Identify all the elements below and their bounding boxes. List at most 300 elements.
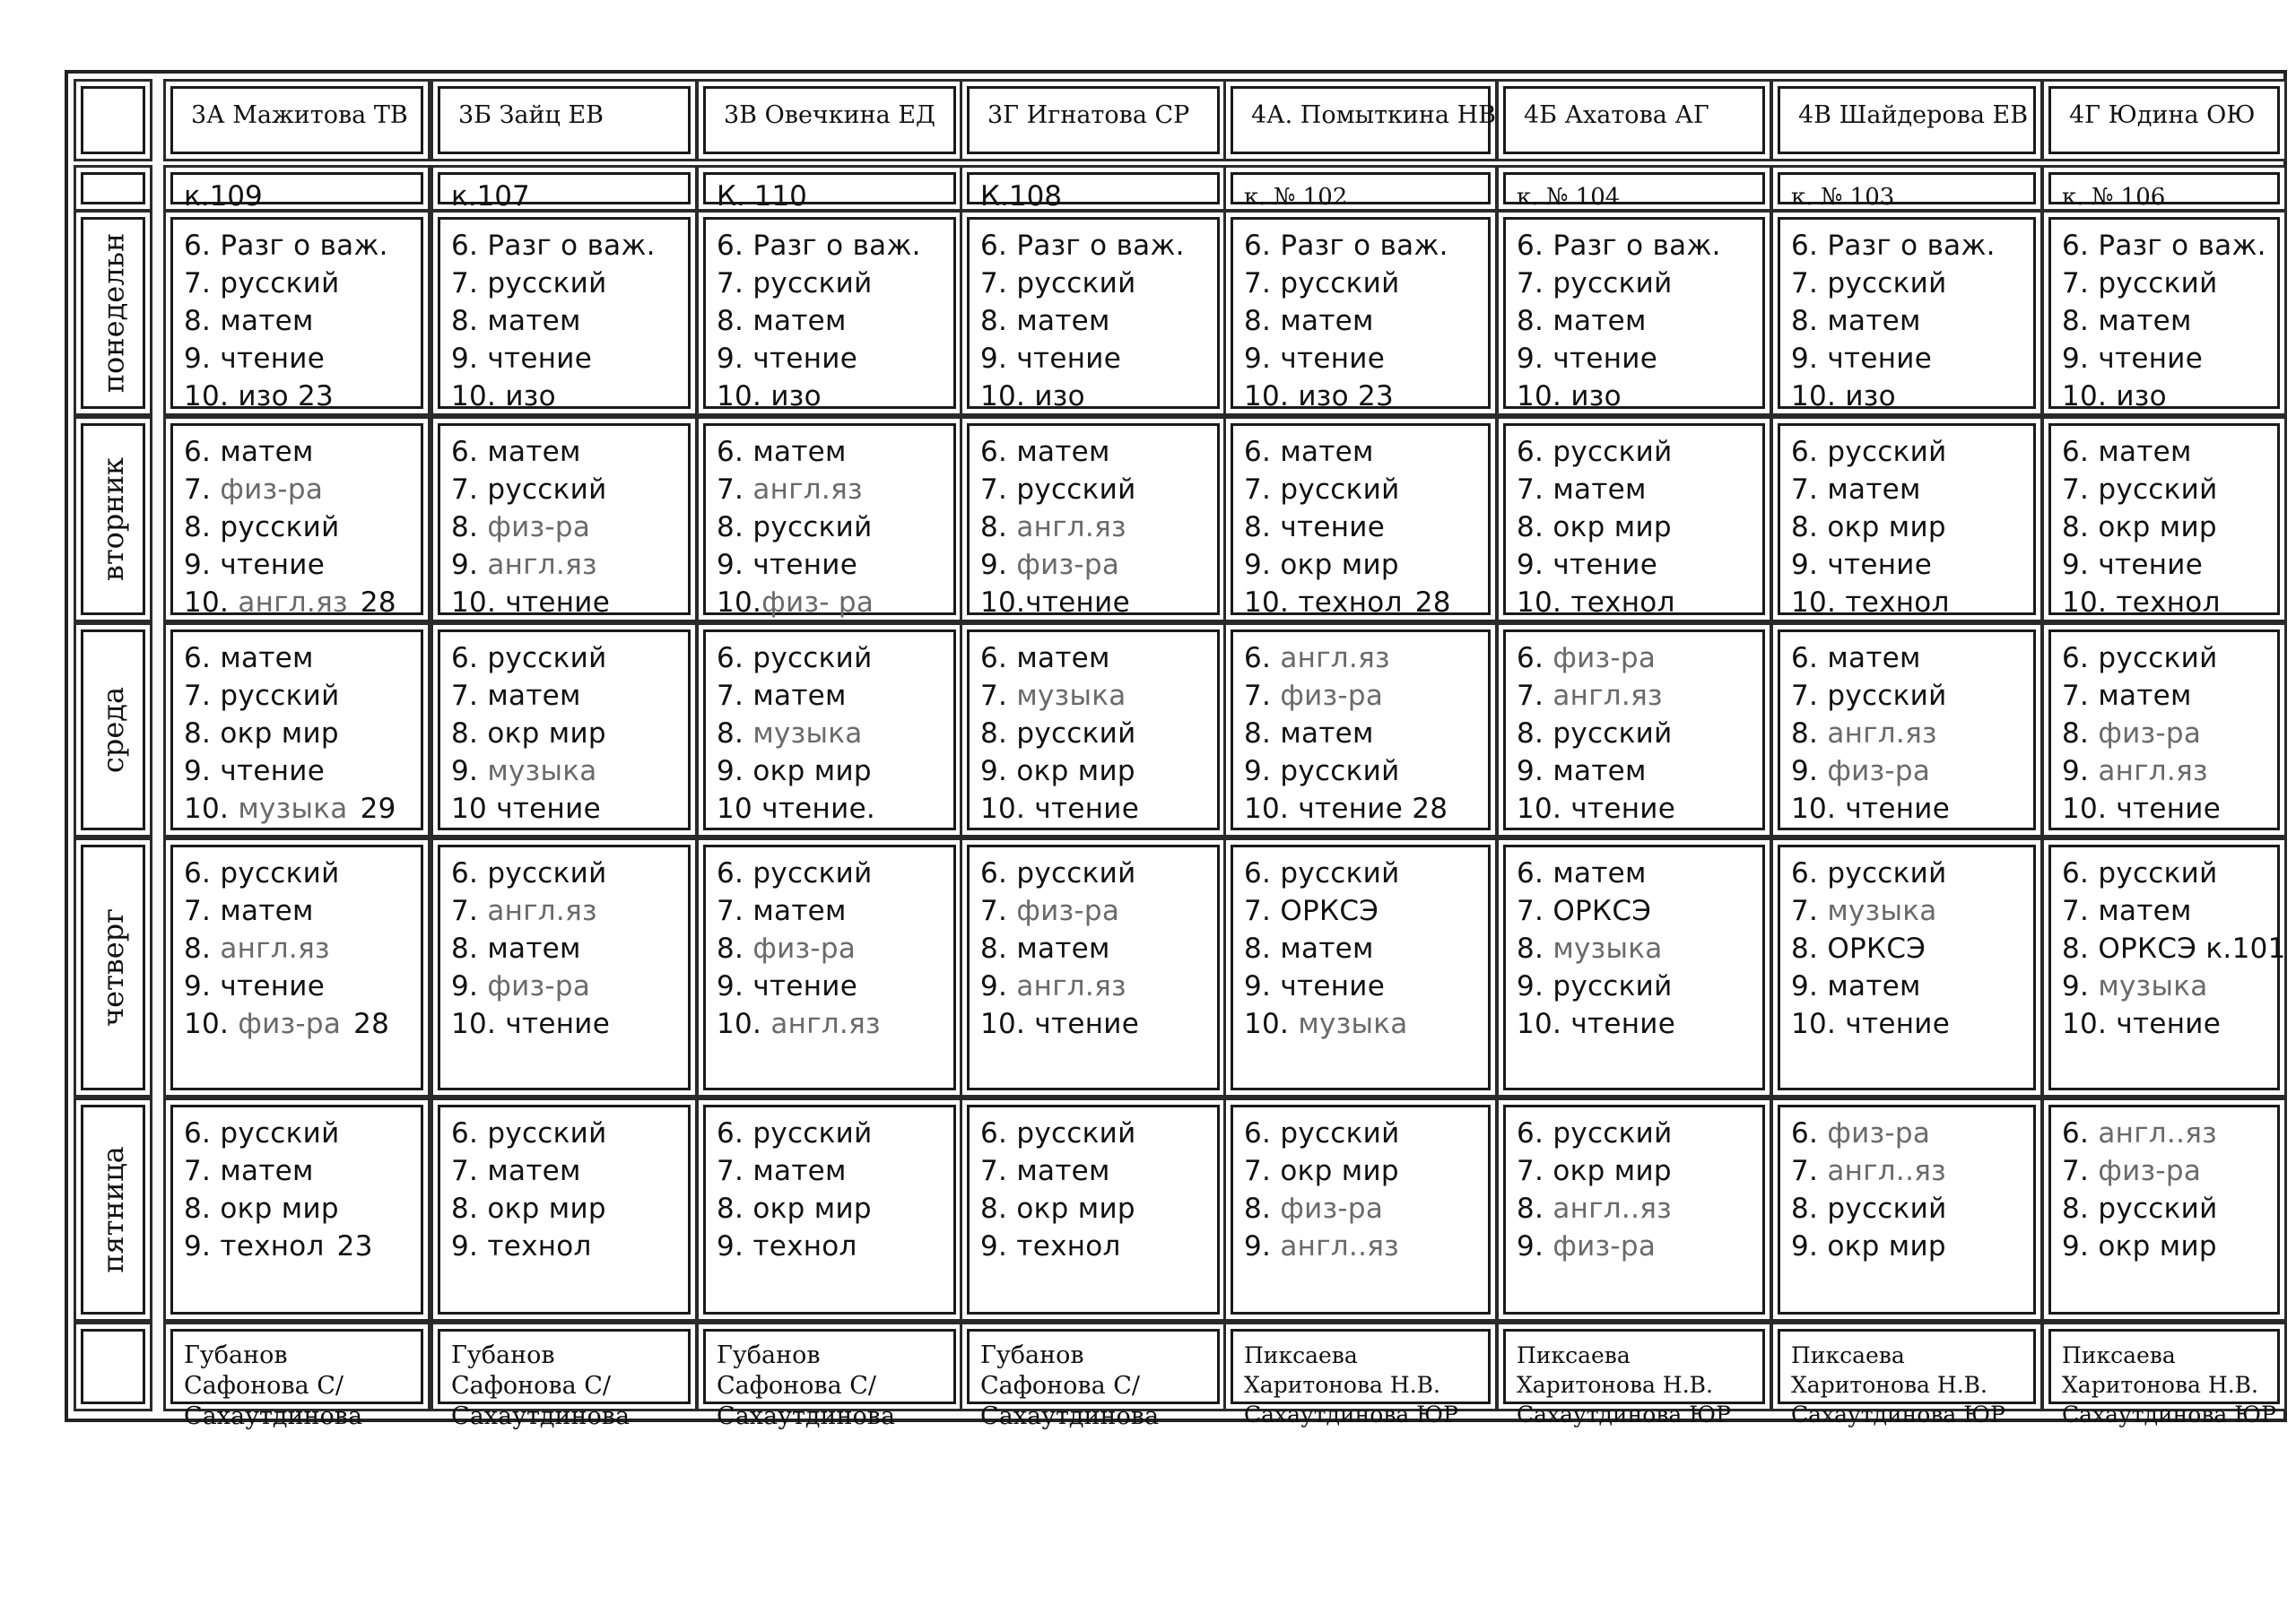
lesson-number: 9. bbox=[1517, 755, 1553, 787]
lesson-subject: чтение bbox=[1025, 586, 1130, 619]
lesson-line bbox=[717, 715, 948, 752]
lesson-subject: изо 23 bbox=[238, 380, 335, 412]
lesson-line bbox=[717, 302, 948, 340]
lesson-number: 6. bbox=[1517, 230, 1553, 262]
lesson-subject: окр мир bbox=[220, 1193, 339, 1225]
lesson-line bbox=[1517, 302, 1757, 340]
lesson-number: 9. bbox=[717, 343, 753, 375]
lesson-number: 6. bbox=[1791, 230, 1828, 262]
lesson-number: 10. bbox=[2062, 1008, 2117, 1040]
lesson-line bbox=[1791, 930, 2028, 968]
lesson-subject: русский bbox=[1827, 1193, 1947, 1225]
lesson-line bbox=[2062, 752, 2272, 790]
lesson-subject: англ..яз bbox=[1280, 1230, 1399, 1263]
lesson-number: 6. bbox=[717, 1117, 753, 1150]
lesson-line bbox=[1244, 227, 1483, 265]
lesson-line bbox=[980, 752, 1212, 790]
lesson-subject: матем bbox=[1280, 305, 1374, 337]
lesson-line bbox=[2062, 1228, 2272, 1265]
lesson-cell bbox=[170, 629, 423, 830]
lesson-line bbox=[717, 546, 948, 584]
lesson-subject: Разг о важ. bbox=[220, 230, 388, 262]
lesson-subject: ОРКСЭ bbox=[1827, 933, 1926, 965]
lesson-line bbox=[1244, 471, 1483, 508]
lesson-number: 9. bbox=[717, 549, 753, 581]
lesson-subject: чтение bbox=[487, 343, 593, 375]
lesson-subject: русский bbox=[1827, 267, 1947, 299]
lesson-number: 9. bbox=[1244, 970, 1281, 1002]
lesson-subject: русский bbox=[487, 473, 607, 506]
lesson-number: 9. bbox=[1791, 343, 1828, 375]
lesson-line bbox=[184, 715, 415, 752]
lesson-subject: русский bbox=[752, 267, 873, 299]
lesson-number: 10 bbox=[451, 793, 497, 825]
teacher-name: Сахаутдинова ЮР bbox=[1517, 1402, 1731, 1428]
lesson-room-number: 28 bbox=[360, 586, 396, 619]
lesson-line bbox=[1517, 227, 1757, 265]
lesson-subject: физ-ра bbox=[1552, 642, 1657, 674]
lesson-subject: окр мир bbox=[1827, 1230, 1946, 1263]
lesson-line bbox=[2062, 584, 2272, 621]
lesson-subject: англ..яз bbox=[1827, 1155, 1946, 1187]
lesson-number: 9. bbox=[451, 1230, 488, 1263]
lesson-number: 7. bbox=[2062, 1155, 2099, 1187]
lesson-number: 7. bbox=[980, 1155, 1017, 1187]
lesson-line bbox=[184, 227, 415, 265]
lesson-number: 9. bbox=[980, 1230, 1017, 1263]
lesson-cell bbox=[967, 1105, 1220, 1315]
class-header: 3В Овечкина ЕД bbox=[703, 86, 956, 154]
day-label: вторник bbox=[96, 456, 130, 582]
lesson-number: 10. bbox=[1517, 380, 1571, 412]
lesson-subject: матем bbox=[1280, 933, 1374, 965]
lesson-line bbox=[184, 265, 415, 302]
lesson-line bbox=[1517, 1152, 1757, 1190]
lesson-subject: окр мир bbox=[1280, 549, 1399, 581]
lesson-number: 9. bbox=[1517, 549, 1553, 581]
lesson-subject: изо bbox=[1570, 380, 1622, 412]
lesson-cell bbox=[967, 217, 1220, 412]
lesson-line bbox=[717, 968, 948, 1005]
lesson-number: 8. bbox=[1517, 511, 1553, 543]
lesson-number: 10. bbox=[717, 1008, 771, 1040]
lesson-number: 8. bbox=[1244, 511, 1281, 543]
lesson-subject: русский bbox=[752, 1117, 873, 1150]
lesson-number: 7. bbox=[1244, 680, 1281, 712]
lesson-number: 10. bbox=[184, 793, 239, 825]
lesson-subject: англ.яз bbox=[487, 549, 597, 581]
lesson-subject: русский bbox=[1552, 267, 1673, 299]
lesson-number: 8. bbox=[980, 305, 1017, 337]
lesson-subject: изо bbox=[770, 380, 822, 412]
lesson-number: 8. bbox=[717, 717, 753, 750]
lesson-line bbox=[2062, 471, 2272, 508]
lesson-line bbox=[451, 752, 683, 790]
lesson-subject: матем bbox=[1016, 1155, 1110, 1187]
lesson-line bbox=[717, 855, 948, 892]
lesson-number: 6. bbox=[451, 436, 488, 468]
lesson-line bbox=[1517, 752, 1757, 790]
lesson-number: 7. bbox=[717, 267, 753, 299]
teacher-cell bbox=[438, 1329, 691, 1430]
lesson-line bbox=[717, 508, 948, 546]
lesson-number: 6. bbox=[980, 230, 1017, 262]
lesson-line bbox=[2062, 1190, 2272, 1228]
lesson-line bbox=[717, 1228, 948, 1265]
lesson-subject: англ.яз bbox=[238, 586, 348, 619]
lesson-number: 9. bbox=[980, 549, 1017, 581]
lesson-line bbox=[980, 892, 1212, 930]
lesson-line bbox=[184, 855, 415, 892]
lesson-number: 9. bbox=[1244, 1230, 1281, 1263]
lesson-line bbox=[1791, 855, 2028, 892]
lesson-number: 10. bbox=[451, 1008, 506, 1040]
lesson-number: 10. bbox=[1517, 1008, 1571, 1040]
lesson-number: 7. bbox=[1791, 1155, 1828, 1187]
lesson-subject: чтение bbox=[1280, 970, 1386, 1002]
lesson-number: 9. bbox=[1244, 343, 1281, 375]
lesson-subject: англ..яз bbox=[1552, 1193, 1672, 1225]
lesson-number: 8. bbox=[184, 511, 221, 543]
lesson-number: 10. bbox=[1791, 1008, 1846, 1040]
lesson-subject: русский bbox=[1552, 1117, 1673, 1150]
lesson-line bbox=[980, 1115, 1212, 1152]
lesson-number: 10. bbox=[2062, 586, 2117, 619]
lesson-line bbox=[451, 265, 683, 302]
lesson-number: 8. bbox=[184, 305, 221, 337]
lesson-subject: физ-ра bbox=[487, 511, 591, 543]
lesson-subject: русский bbox=[752, 642, 873, 674]
lesson-number: 9. bbox=[1791, 1230, 1828, 1263]
lesson-number: 8. bbox=[717, 1193, 753, 1225]
lesson-subject: русский bbox=[220, 857, 340, 890]
lesson-line bbox=[717, 340, 948, 378]
lesson-cell bbox=[438, 217, 691, 412]
lesson-subject: физ-ра bbox=[1280, 680, 1384, 712]
lesson-subject: матем bbox=[2098, 305, 2192, 337]
lesson-subject: русский bbox=[1016, 473, 1136, 506]
teacher-cell bbox=[2048, 1329, 2280, 1428]
lesson-subject: чтение bbox=[752, 970, 858, 1002]
lesson-number: 10. bbox=[1244, 380, 1299, 412]
teacher-name: Сахаутдинова bbox=[184, 1402, 363, 1430]
lesson-number: 9. bbox=[451, 343, 488, 375]
lesson-number: 6. bbox=[184, 230, 221, 262]
lesson-number: 7. bbox=[184, 895, 221, 927]
lesson-subject: англ.яз bbox=[2098, 755, 2208, 787]
corner-cell bbox=[81, 86, 145, 154]
lesson-number: 9. bbox=[980, 970, 1017, 1002]
lesson-subject: музыка bbox=[752, 717, 863, 750]
lesson-cell bbox=[170, 845, 423, 1090]
lesson-number: 8. bbox=[1517, 717, 1553, 750]
room-number: К. 110 bbox=[703, 172, 956, 204]
lesson-number: 9. bbox=[2062, 970, 2099, 1002]
lesson-number: 10. bbox=[451, 380, 506, 412]
lesson-subject: чтение bbox=[1570, 1008, 1676, 1040]
lesson-number: 6. bbox=[184, 642, 221, 674]
lesson-subject: окр мир bbox=[2098, 1230, 2217, 1263]
lesson-line bbox=[717, 677, 948, 715]
lesson-subject: окр мир bbox=[1552, 511, 1672, 543]
lesson-subject: чтение bbox=[1552, 343, 1658, 375]
schedule-sheet bbox=[65, 70, 2287, 1430]
lesson-line bbox=[1517, 715, 1757, 752]
lesson-number: 8. bbox=[451, 305, 488, 337]
lesson-line bbox=[1517, 471, 1757, 508]
lesson-number: 8. bbox=[2062, 717, 2099, 750]
lesson-line bbox=[1791, 265, 2028, 302]
lesson-line bbox=[980, 265, 1212, 302]
lesson-subject: русский bbox=[1280, 473, 1400, 506]
lesson-line bbox=[1791, 968, 2028, 1005]
lesson-subject: чтение bbox=[2098, 549, 2204, 581]
lesson-line bbox=[1244, 340, 1483, 378]
lesson-line bbox=[451, 1005, 683, 1043]
lesson-subject: матем bbox=[1016, 305, 1110, 337]
teacher-name: Губанов bbox=[184, 1341, 288, 1369]
lesson-line bbox=[1244, 584, 1483, 621]
lesson-subject: матем bbox=[2098, 895, 2192, 927]
lesson-subject: матем bbox=[1016, 642, 1110, 674]
lesson-number: 8. bbox=[980, 717, 1017, 750]
lesson-line bbox=[451, 546, 683, 584]
lesson-number: 8. bbox=[184, 717, 221, 750]
lesson-line bbox=[2062, 302, 2272, 340]
lesson-line bbox=[451, 584, 683, 621]
lesson-subject: физ-ра bbox=[487, 970, 591, 1002]
lesson-subject: русский bbox=[1280, 857, 1400, 890]
lesson-line bbox=[451, 508, 683, 546]
lesson-number: 9. bbox=[717, 1230, 753, 1263]
lesson-number: 9. bbox=[2062, 755, 2099, 787]
lesson-number: 6. bbox=[717, 857, 753, 890]
teacher-name: Харитонова Н.В. bbox=[1791, 1372, 1987, 1398]
lesson-number: 9. bbox=[1517, 343, 1553, 375]
lesson-subject: чтение bbox=[1280, 511, 1386, 543]
lesson-subject: русский bbox=[752, 857, 873, 890]
lesson-subject: англ.яз bbox=[1552, 680, 1663, 712]
lesson-number: 9. bbox=[1517, 970, 1553, 1002]
lesson-cell bbox=[1503, 629, 1765, 830]
lesson-subject: чтение bbox=[1827, 343, 1933, 375]
lesson-cell bbox=[1778, 217, 2036, 412]
lesson-number: 6. bbox=[1244, 642, 1281, 674]
lesson-number: 10. bbox=[717, 380, 771, 412]
lesson-number: 8. bbox=[717, 511, 753, 543]
lesson-subject: чтение. bbox=[761, 793, 876, 825]
lesson-number: 7. bbox=[1244, 895, 1281, 927]
lesson-line bbox=[980, 1190, 1212, 1228]
lesson-number: 9. bbox=[2062, 549, 2099, 581]
lesson-number: 7. bbox=[451, 680, 488, 712]
lesson-cell bbox=[703, 629, 956, 830]
lesson-cell bbox=[438, 629, 691, 830]
room-number: к. № 102 bbox=[1231, 172, 1491, 204]
lesson-subject: чтение bbox=[220, 549, 326, 581]
lesson-subject: изо bbox=[1034, 380, 1085, 412]
lesson-subject: англ.яз bbox=[1280, 642, 1390, 674]
lesson-line bbox=[184, 892, 415, 930]
lesson-subject: матем bbox=[1827, 970, 1921, 1002]
class-header: 3А Мажитова ТВ bbox=[170, 86, 423, 154]
lesson-number: 6. bbox=[980, 642, 1017, 674]
lesson-line bbox=[980, 677, 1212, 715]
lesson-number: 7. bbox=[717, 1155, 753, 1187]
lesson-subject: изо 23 bbox=[1298, 380, 1395, 412]
lesson-number: 7. bbox=[451, 1155, 488, 1187]
lesson-number: 10. bbox=[1791, 793, 1846, 825]
lesson-number: 8. bbox=[2062, 305, 2099, 337]
lesson-cell bbox=[1231, 845, 1491, 1090]
lesson-subject: окр мир bbox=[1552, 1155, 1672, 1187]
lesson-subject: русский bbox=[487, 267, 607, 299]
lesson-number: 6. bbox=[717, 436, 753, 468]
lesson-line bbox=[184, 1115, 415, 1152]
lesson-line bbox=[1517, 1228, 1757, 1265]
lesson-line bbox=[1791, 1190, 2028, 1228]
lesson-line bbox=[451, 302, 683, 340]
lesson-subject: технол bbox=[487, 1230, 592, 1263]
lesson-number: 9. bbox=[1791, 755, 1828, 787]
lesson-number: 6. bbox=[1244, 1117, 1281, 1150]
lesson-subject: матем bbox=[220, 642, 314, 674]
room-number: к. № 106 bbox=[2048, 172, 2280, 204]
teacher-cell bbox=[1778, 1329, 2036, 1428]
lesson-number: 10. bbox=[1791, 586, 1846, 619]
lesson-subject: матем bbox=[1827, 305, 1921, 337]
lesson-cell bbox=[1231, 629, 1491, 830]
lesson-cell bbox=[1778, 845, 2036, 1090]
lesson-subject: матем bbox=[1552, 305, 1647, 337]
lesson-subject: Разг о важ. bbox=[2098, 230, 2266, 262]
lesson-subject: русский bbox=[1016, 857, 1136, 890]
lesson-number: 8. bbox=[1244, 933, 1281, 965]
lesson-cell bbox=[967, 629, 1220, 830]
lesson-subject: физ-ра bbox=[752, 933, 857, 965]
lesson-line bbox=[1517, 930, 1757, 968]
lesson-line bbox=[980, 302, 1212, 340]
lesson-line bbox=[2062, 1005, 2272, 1043]
lesson-subject: чтение bbox=[1570, 793, 1676, 825]
lesson-number: 7. bbox=[2062, 473, 2099, 506]
lesson-cell bbox=[2048, 423, 2280, 619]
lesson-number: 6. bbox=[2062, 642, 2099, 674]
lesson-number: 7. bbox=[1517, 895, 1553, 927]
lesson-line bbox=[717, 892, 948, 930]
lesson-line bbox=[1517, 265, 1757, 302]
lesson-number: 7. bbox=[451, 267, 488, 299]
lesson-number: 9. bbox=[184, 1230, 221, 1263]
lesson-line bbox=[1244, 1228, 1483, 1265]
lesson-number: 7. bbox=[451, 473, 488, 506]
teacher-name: Губанов bbox=[451, 1341, 555, 1369]
lesson-number: 8. bbox=[717, 933, 753, 965]
lesson-cell bbox=[1778, 1105, 2036, 1315]
teacher-name: Пиксаева bbox=[2062, 1342, 2176, 1368]
lesson-line bbox=[451, 227, 683, 265]
lesson-number: 7. bbox=[1791, 473, 1828, 506]
lesson-number: 6. bbox=[980, 1117, 1017, 1150]
lesson-subject: русский bbox=[487, 1117, 607, 1150]
lesson-number: 6. bbox=[184, 436, 221, 468]
lesson-number: 10. bbox=[2062, 380, 2117, 412]
lesson-subject: чтение bbox=[1845, 793, 1951, 825]
day-label: среда bbox=[96, 686, 130, 774]
lesson-subject: ОРКСЭ bbox=[1280, 895, 1379, 927]
lesson-number: 6. bbox=[1244, 857, 1281, 890]
lesson-subject: матем bbox=[1552, 473, 1647, 506]
lesson-number: 7. bbox=[1244, 1155, 1281, 1187]
lesson-line bbox=[1244, 433, 1483, 471]
lesson-number: 7. bbox=[1244, 473, 1281, 506]
lesson-line bbox=[717, 227, 948, 265]
lesson-subject: матем bbox=[752, 305, 847, 337]
day-label-cell bbox=[81, 629, 145, 830]
lesson-number: 6. bbox=[1517, 642, 1553, 674]
lesson-number: 7. bbox=[184, 267, 221, 299]
lesson-number: 10. bbox=[980, 793, 1035, 825]
lesson-line bbox=[184, 508, 415, 546]
lesson-room-number: 28 bbox=[353, 1008, 390, 1040]
lesson-line bbox=[451, 378, 683, 415]
lesson-number: 10. bbox=[1791, 380, 1846, 412]
lesson-subject: русский bbox=[220, 511, 340, 543]
lesson-number: 9. bbox=[1791, 970, 1828, 1002]
lesson-line bbox=[1791, 715, 2028, 752]
lesson-subject: матем bbox=[752, 1155, 847, 1187]
lesson-subject: русский bbox=[1280, 755, 1400, 787]
lesson-number: 8. bbox=[1791, 305, 1828, 337]
lesson-line bbox=[980, 790, 1212, 828]
lesson-line bbox=[451, 340, 683, 378]
lesson-line bbox=[1244, 968, 1483, 1005]
lesson-subject: музыка bbox=[487, 755, 597, 787]
lesson-subject: матем bbox=[487, 305, 581, 337]
lesson-cell bbox=[1231, 1105, 1491, 1315]
lesson-subject: физ-ра bbox=[220, 473, 324, 506]
lesson-subject: окр мир bbox=[752, 755, 872, 787]
lesson-number: 8. bbox=[184, 1193, 221, 1225]
lesson-number: 6. bbox=[451, 642, 488, 674]
lesson-line bbox=[184, 930, 415, 968]
lesson-line bbox=[980, 508, 1212, 546]
lesson-subject: англ.яз bbox=[1827, 717, 1937, 750]
lesson-number: 6. bbox=[451, 1117, 488, 1150]
lesson-subject: русский bbox=[1016, 267, 1136, 299]
lesson-number: 10. bbox=[184, 1008, 239, 1040]
lesson-number: 10. bbox=[184, 586, 239, 619]
teacher-name: Губанов bbox=[980, 1341, 1084, 1369]
lesson-number: 7. bbox=[1517, 680, 1553, 712]
lesson-subject: изо bbox=[2116, 380, 2167, 412]
lesson-number: 6. bbox=[1517, 1117, 1553, 1150]
lesson-number: 7. bbox=[2062, 895, 2099, 927]
lesson-line bbox=[717, 752, 948, 790]
lesson-line bbox=[184, 1152, 415, 1190]
lesson-subject: технол bbox=[220, 1230, 325, 1263]
lesson-number: 6. bbox=[1791, 857, 1828, 890]
lesson-subject: матем bbox=[1016, 933, 1110, 965]
lesson-line bbox=[980, 546, 1212, 584]
teacher-name: Сахаутдинова ЮР bbox=[1244, 1402, 1458, 1428]
lesson-cell bbox=[1778, 423, 2036, 619]
lesson-subject: физ-ра bbox=[1552, 1230, 1657, 1263]
lesson-line bbox=[1517, 1190, 1757, 1228]
lesson-number: 8. bbox=[1244, 305, 1281, 337]
lesson-subject: англ.яз bbox=[752, 473, 863, 506]
lesson-line bbox=[2062, 378, 2272, 415]
